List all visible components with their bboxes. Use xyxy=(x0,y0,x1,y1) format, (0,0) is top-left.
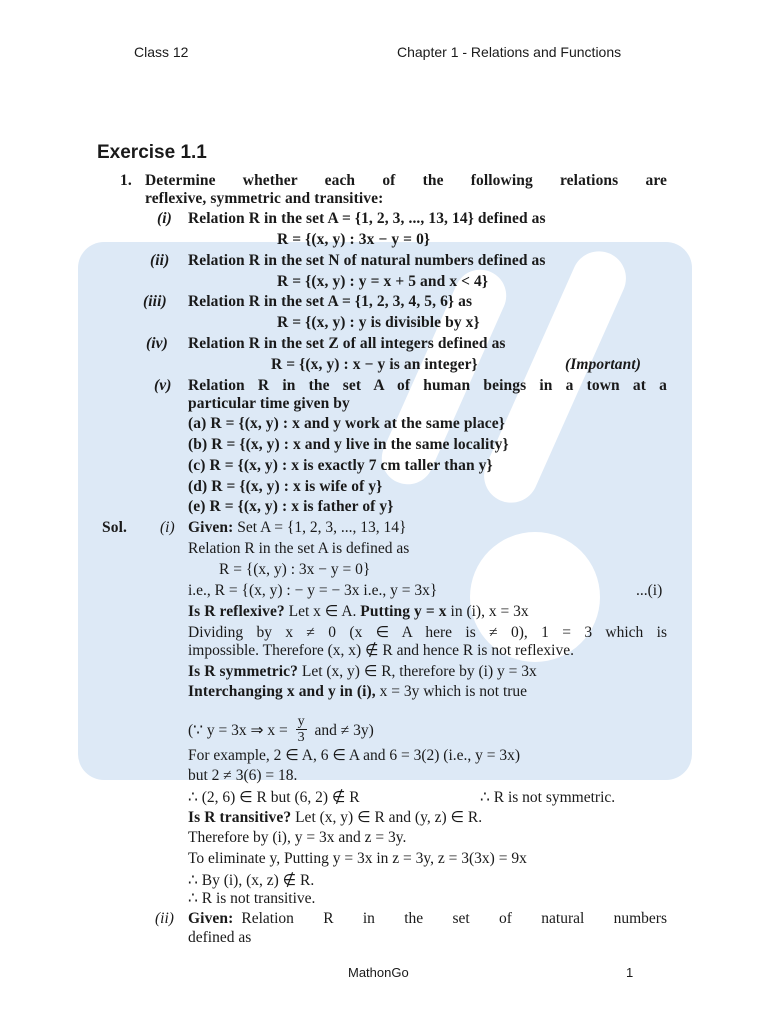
given-label: Given: xyxy=(188,910,234,927)
important-note: (Important) xyxy=(565,356,642,373)
solution-line: ∴ R is not transitive. xyxy=(188,890,316,907)
part-relation: R = {(x, y) : 3x − y = 0} xyxy=(277,231,431,248)
part-text: Relation R in the set A = {1, 2, 3, ..., 13, 14} defined as xyxy=(188,210,546,227)
solution-text: in (i), x = 3x xyxy=(450,603,529,620)
solution-line: For example, 2 ∈ A, 6 ∈ A and 6 = 3(2) (i.e., y = 3x) xyxy=(188,747,521,764)
question-line-2: reflexive, symmetric and transitive: xyxy=(145,190,384,207)
footer-brand: MathonGo xyxy=(348,965,409,980)
part-relation: R = {(x, y) : y is divisible by x} xyxy=(277,314,480,331)
question-number: 1. xyxy=(120,172,132,189)
solution-line: impossible. Therefore (x, x) ∉ R and hence R is not reflexive. xyxy=(188,642,574,659)
subpart: (e) R = {(x, y) : x is father of y} xyxy=(188,498,394,515)
question-symmetric: Is R symmetric? xyxy=(188,663,298,680)
equation-ref: ...(i) xyxy=(636,582,663,599)
part-text: Relation R in the set N of natural numbers defined as xyxy=(188,252,546,269)
exercise-title: Exercise 1.1 xyxy=(97,142,207,163)
subpart: (b) R = {(x, y) : x and y live in the same locality} xyxy=(188,436,509,453)
solution-text: (∵ y = 3x ⇒ x = xyxy=(188,722,288,740)
part-number: (i) xyxy=(157,210,172,227)
solution-text: Let (x, y) ∈ R and (y, z) ∈ R. xyxy=(295,809,483,826)
solution-line: i.e., R = {(x, y) : − y = − 3x i.e., y = 3x} xyxy=(188,582,438,599)
part-text: Relation R in the set Z of all integers defined as xyxy=(188,335,506,352)
solution-text: x = 3y which is not true xyxy=(379,683,528,700)
question-line-1: Determine whether each of the following relations are xyxy=(145,172,667,189)
fraction xyxy=(296,714,307,745)
given-text: Relation R in the set of natural numbers xyxy=(241,910,667,927)
part-text: Relation R in the set A of human beings in a town at a xyxy=(188,377,667,394)
solution-part-number: (i) xyxy=(160,519,175,536)
header-chapter: Chapter 1 - Relations and Functions xyxy=(397,44,622,60)
solution-line: Relation R in the set A is defined as xyxy=(188,540,410,557)
solution-line: ∴ R is not symmetric. xyxy=(480,789,616,806)
solution-line: defined as xyxy=(188,929,252,946)
solution-line: but 2 ≠ 3(6) = 18. xyxy=(188,767,298,784)
part-number: (iv) xyxy=(146,335,168,352)
solution-line: ∴ By (i), (x, z) ∉ R. xyxy=(188,872,315,889)
fraction-denominator: 3 xyxy=(297,730,305,745)
part-number: (v) xyxy=(154,377,172,394)
subpart: (a) R = {(x, y) : x and y work at the same place} xyxy=(188,415,505,432)
solution-text: and ≠ 3y) xyxy=(314,722,374,740)
page-number: 1 xyxy=(626,965,634,980)
part-number: (ii) xyxy=(150,252,170,269)
solution-line: To eliminate y, Putting y = 3x in z = 3y, z = 3(3x) = 9x xyxy=(188,850,527,867)
solution-line: Dividing by x ≠ 0 (x ∈ A here is ≠ 0), 1 = 3 which is xyxy=(188,624,667,641)
solution-line: ∴ (2, 6) ∈ R but (6, 2) ∉ R xyxy=(188,789,360,806)
solution-line: R = {(x, y) : 3x − y = 0} xyxy=(219,561,371,578)
given-text: Set A = {1, 2, 3, ..., 13, 14} xyxy=(237,519,407,536)
fraction-numerator: y xyxy=(297,714,305,729)
given-label: Given: xyxy=(188,519,234,536)
part-relation: R = {(x, y) : x − y is an integer} xyxy=(271,356,478,373)
solution-emphasis: Interchanging x and y in (i), xyxy=(188,683,376,700)
part-number: (iii) xyxy=(143,293,167,310)
subpart: (c) R = {(x, y) : x is exactly 7 cm taller than y} xyxy=(188,457,493,474)
part-text-cont: particular time given by xyxy=(188,395,350,412)
subpart: (d) R = {(x, y) : x is wife of y} xyxy=(188,478,383,495)
solution-text: Let (x, y) ∈ R, therefore by (i) y = 3x xyxy=(301,663,537,680)
question-transitive: Is R transitive? xyxy=(188,809,292,826)
part-text: Relation R in the set A = {1, 2, 3, 4, 5, 6} as xyxy=(188,293,473,310)
part-relation: R = {(x, y) : y = x + 5 and x < 4} xyxy=(277,273,489,290)
solution-part-number: (ii) xyxy=(155,910,174,927)
question-reflexive: Is R reflexive? xyxy=(188,603,285,620)
solution-label: Sol. xyxy=(102,519,127,536)
solution-emphasis: Putting y = x xyxy=(360,603,447,620)
header-class: Class 12 xyxy=(134,44,189,60)
solution-line: Therefore by (i), y = 3x and z = 3y. xyxy=(188,829,407,846)
solution-text: Let x ∈ A. xyxy=(288,603,357,620)
